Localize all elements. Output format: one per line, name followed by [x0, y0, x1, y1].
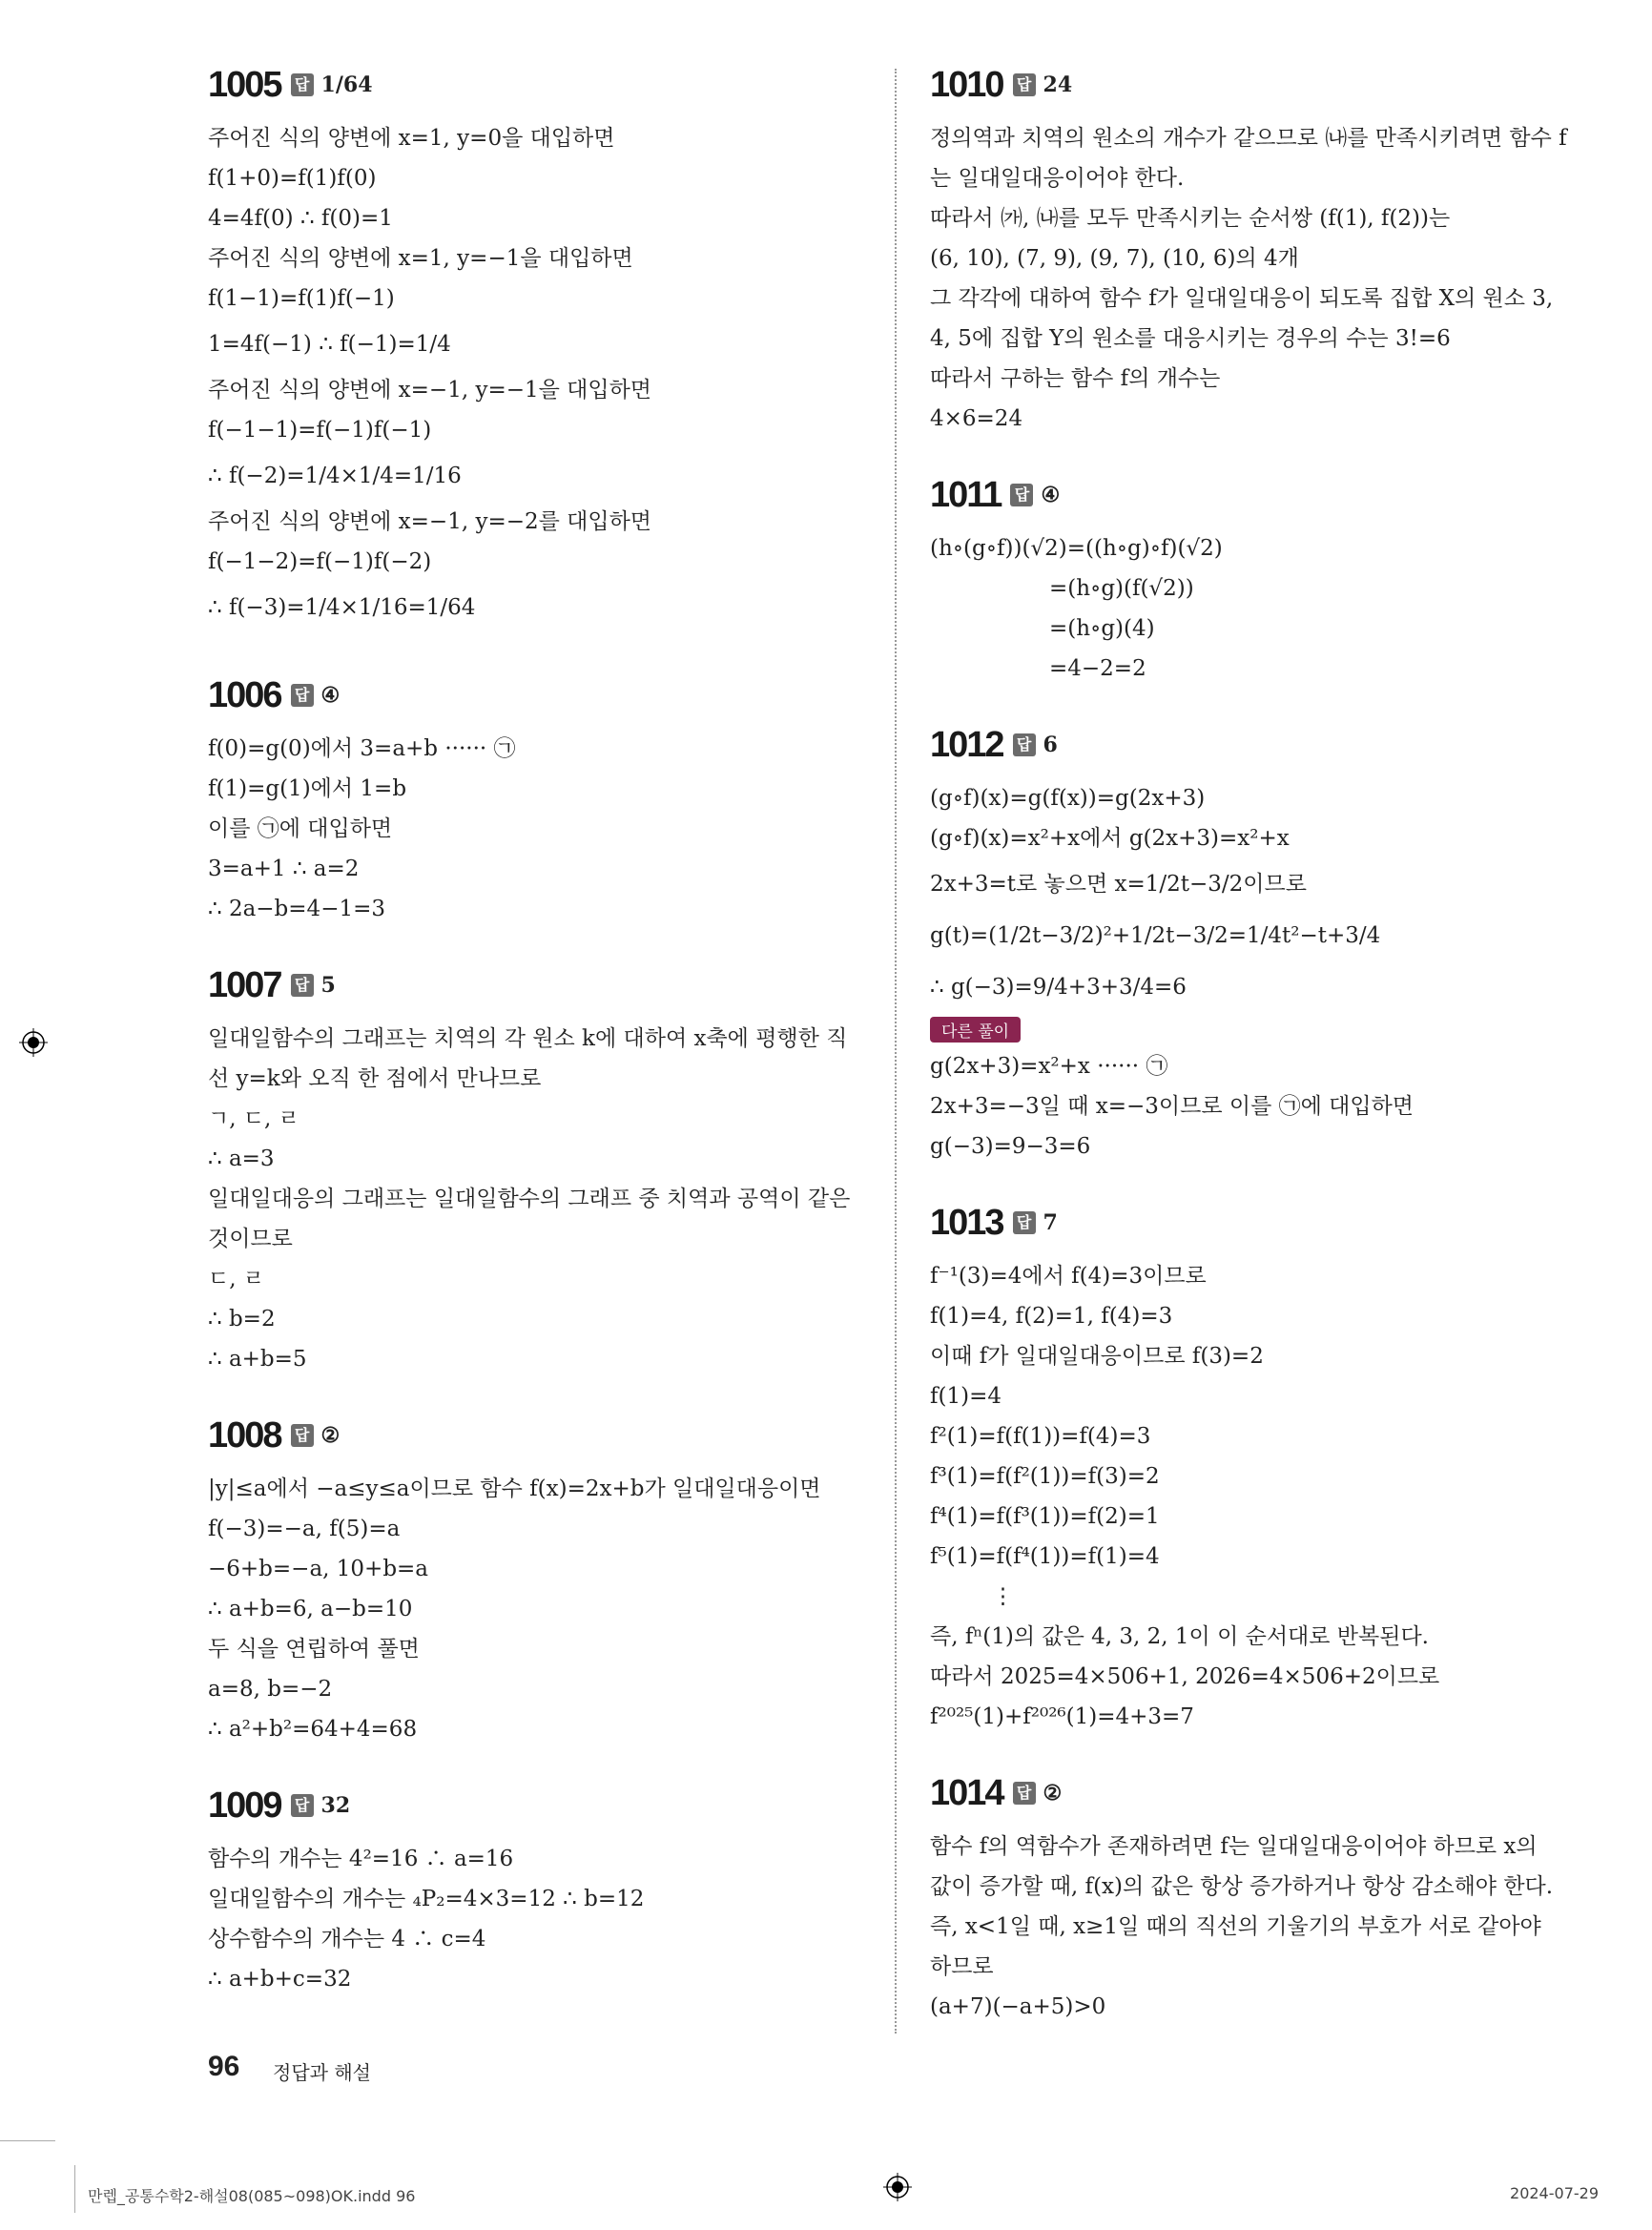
- solution-line: |y|≤a에서 −a≤y≤a이므로 함수 f(x)=2x+b가 일대일대응이면: [208, 1476, 821, 1501]
- right-column: [930, 57, 1598, 2027]
- answer-badge: 답: [291, 974, 314, 997]
- print-date: 2024-07-29: [1510, 2184, 1599, 2202]
- column-divider: [895, 69, 897, 2034]
- registration-mark-icon: [19, 1028, 48, 1057]
- solution-body: [208, 118, 866, 633]
- section-label: 정답과 해설: [273, 2061, 371, 2084]
- answer-value: 7: [1043, 1210, 1058, 1235]
- problem-header: [930, 1195, 1598, 1250]
- left-column: [208, 57, 866, 1999]
- solution-line: f(1)=g(1)에서 1=b: [208, 776, 407, 801]
- solution-line: 2x+3=−3일 때 x=−3이므로 이를 ㉠에 대입하면: [930, 1094, 1415, 1119]
- answer-value: ②: [320, 1423, 341, 1448]
- problem-number: 1013: [930, 1202, 1003, 1243]
- solution-line: f(−1−1)=f(−1)f(−1): [208, 418, 432, 443]
- problem-header: [930, 1765, 1598, 1821]
- solution-line: f²(1)=f(f(1))=f(4)=3: [930, 1424, 1151, 1449]
- problem-header: [208, 668, 866, 723]
- solution-line: 주어진 식의 양변에 x=−1, y=−2를 대입하면: [208, 509, 652, 534]
- problem-1007: [208, 958, 866, 1379]
- crop-mark: [74, 2165, 75, 2213]
- solution-line: 는 일대일대응이어야 한다.: [930, 166, 1185, 191]
- answer-badge: 답: [291, 684, 314, 707]
- solution-line: 것이므로: [208, 1227, 293, 1251]
- solution-line: 이때 f가 일대일대응이므로 f(3)=2: [930, 1344, 1264, 1369]
- answer-badge: 답: [291, 73, 314, 96]
- problem-1013: [930, 1195, 1598, 1737]
- problem-number: 1012: [930, 724, 1003, 765]
- solution-line: 상수함수의 개수는 4 ∴ c=4: [208, 1927, 486, 1951]
- solution-line: 그 각각에 대하여 함수 f가 일대일대응이 되도록 집합 X의 원소 3,: [930, 286, 1554, 311]
- solution-line: ⋮: [992, 1584, 1014, 1609]
- problem-1009: [208, 1778, 866, 1999]
- solution-line: f⁻¹(3)=4에서 f(4)=3이므로: [930, 1264, 1207, 1289]
- solution-line: 4×6=24: [930, 406, 1023, 431]
- problem-number: 1006: [208, 674, 281, 715]
- solution-body: [930, 778, 1598, 1167]
- solution-line: 정의역과 치역의 원소의 개수가 같으므로 ㈏를 만족시키려면 함수 f: [930, 126, 1567, 151]
- answer-value: 32: [320, 1793, 351, 1818]
- problem-number: 1005: [208, 64, 281, 105]
- solution-line: 즉, x<1일 때, x≥1일 때의 직선의 기울기의 부호가 서로 같아야: [930, 1914, 1541, 1939]
- solution-line: f(1)=4, f(2)=1, f(4)=3: [930, 1304, 1173, 1329]
- solution-line: f²⁰²⁵(1)+f²⁰²⁶(1)=4+3=7: [930, 1704, 1194, 1729]
- solution-line: 함수의 개수는 4²=16 ∴ a=16: [208, 1847, 514, 1871]
- solution-line: ∴ g(−3)=9/4+3+3/4=6: [930, 975, 1187, 1000]
- solution-line: 4, 5에 집합 Y의 원소를 대응시키는 경우의 수는 3!=6: [930, 326, 1451, 351]
- solution-line: 주어진 식의 양변에 x=−1, y=−1을 대입하면: [208, 378, 652, 403]
- answer-value: ②: [1043, 1781, 1063, 1806]
- solution-body: [930, 1256, 1598, 1737]
- solution-line: f(1−1)=f(1)f(−1): [208, 286, 395, 311]
- solution-line: a=8, b=−2: [208, 1677, 333, 1702]
- solution-line: ∴ a²+b²=64+4=68: [208, 1717, 418, 1742]
- answer-value: 6: [1043, 733, 1058, 757]
- solution-line: (a+7)(−a+5)>0: [930, 1994, 1106, 2019]
- solution-line: 두 식을 연립하여 풀면: [208, 1637, 420, 1662]
- problem-number: 1010: [930, 64, 1003, 105]
- alt-solution-tag: 다른 풀이: [930, 1017, 1021, 1043]
- solution-line: 따라서 ㈎, ㈏를 모두 만족시키는 순서쌍 (f(1), f(2))는: [930, 206, 1451, 231]
- problem-1011: [930, 467, 1598, 689]
- solution-line: 주어진 식의 양변에 x=1, y=−1을 대입하면: [208, 246, 633, 271]
- solution-line: 선 y=k와 오직 한 점에서 만나므로: [208, 1066, 542, 1091]
- solution-line: 이를 ㉠에 대입하면: [208, 816, 393, 841]
- solution-line: f³(1)=f(f²(1))=f(3)=2: [930, 1464, 1160, 1489]
- solution-line: 4=4f(0) ∴ f(0)=1: [208, 206, 393, 231]
- solution-line: ㄷ, ㄹ: [208, 1267, 265, 1291]
- problem-1006: [208, 668, 866, 929]
- solution-line: f(−3)=−a, f(5)=a: [208, 1517, 401, 1541]
- answer-value: 5: [320, 973, 336, 998]
- answer-badge: 답: [1013, 1211, 1036, 1234]
- solution-body: [208, 1839, 866, 1999]
- problem-header: [208, 57, 866, 113]
- solution-line: =4−2=2: [1049, 656, 1146, 681]
- problem-number: 1011: [930, 474, 1002, 515]
- solution-line: f⁴(1)=f(f³(1))=f(2)=1: [930, 1504, 1160, 1529]
- solution-line: 일대일함수의 개수는 ₄P₂=4×3=12 ∴ b=12: [208, 1887, 645, 1911]
- solution-body: [208, 729, 866, 929]
- solution-line: (g∘f)(x)=x²+x에서 g(2x+3)=x²+x: [930, 826, 1290, 851]
- solution-line: (6, 10), (7, 9), (9, 7), (10, 6)의 4개: [930, 246, 1299, 271]
- solution-line: 1=4f(−1) ∴ f(−1)=1/4: [208, 332, 451, 357]
- solution-body: [930, 118, 1598, 439]
- solution-line: ∴ f(−2)=1/4×1/4=1/16: [208, 464, 462, 488]
- problem-header: [930, 467, 1598, 523]
- crop-mark: [0, 2140, 55, 2141]
- solution-line: 함수 f의 역함수가 존재하려면 f는 일대일대응이어야 하므로 x의: [930, 1834, 1538, 1859]
- solution-line: (h∘(g∘f))(√2)=((h∘g)∘f)(√2): [930, 536, 1223, 561]
- solution-body: [208, 1019, 866, 1379]
- file-name: 만렙_공통수학2-해설08(085~098)OK.indd 96: [88, 2187, 416, 2205]
- solution-line: f⁵(1)=f(f⁴(1))=f(1)=4: [930, 1544, 1160, 1569]
- answer-badge: 답: [1013, 733, 1036, 756]
- problem-1010: [930, 57, 1598, 439]
- solution-line: ∴ a+b=5: [208, 1347, 307, 1372]
- answer-value: ④: [1041, 483, 1061, 507]
- solution-line: −6+b=−a, 10+b=a: [208, 1557, 429, 1581]
- problem-number: 1009: [208, 1785, 281, 1826]
- solution-line: 즉, fⁿ(1)의 값은 4, 3, 2, 1이 이 순서대로 반복된다.: [930, 1624, 1429, 1649]
- solution-line: 2x+3=t로 놓으면 x=1/2t−3/2이므로: [930, 872, 1307, 897]
- solution-line: f(1+0)=f(1)f(0): [208, 166, 377, 191]
- solution-line: ∴ a+b=6, a−b=10: [208, 1597, 413, 1621]
- solution-line: f(1)=4: [930, 1384, 1002, 1409]
- solution-line: 값이 증가할 때, f(x)의 값은 항상 증가하거나 항상 감소해야 한다.: [930, 1874, 1554, 1899]
- problem-1012: [930, 717, 1598, 1167]
- answer-value: 1/64: [320, 72, 373, 97]
- solution-line: g(t)=(1/2t−3/2)²+1/2t−3/2=1/4t²−t+3/4: [930, 923, 1381, 948]
- answer-badge: 답: [1013, 73, 1036, 96]
- solution-line: 하므로: [930, 1954, 994, 1979]
- problem-header: [208, 1408, 866, 1463]
- problem-number: 1014: [930, 1772, 1003, 1813]
- problem-header: [208, 1778, 866, 1833]
- problem-1014: [930, 1765, 1598, 2027]
- problem-number: 1007: [208, 964, 281, 1005]
- problem-1008: [208, 1408, 866, 1749]
- answer-value: 24: [1043, 72, 1073, 97]
- registration-mark-icon: [883, 2173, 912, 2201]
- answer-badge: 답: [291, 1794, 314, 1817]
- solution-body: [208, 1469, 866, 1749]
- solution-line: ∴ b=2: [208, 1307, 276, 1332]
- solution-line: (g∘f)(x)=g(f(x))=g(2x+3): [930, 786, 1206, 811]
- solution-line: 일대일대응의 그래프는 일대일함수의 그래프 중 치역과 공역이 같은: [208, 1187, 851, 1211]
- solution-line: ∴ 2a−b=4−1=3: [208, 897, 385, 921]
- solution-line: ∴ a=3: [208, 1146, 275, 1171]
- solution-body: [930, 528, 1598, 689]
- page-number: 96: [208, 2051, 240, 2082]
- solution-line: g(−3)=9−3=6: [930, 1134, 1091, 1159]
- problem-header: [208, 958, 866, 1013]
- solution-line: =(h∘g)(4): [1049, 616, 1155, 641]
- solution-line: 따라서 2025=4×506+1, 2026=4×506+2이므로: [930, 1664, 1440, 1689]
- problem-header: [930, 717, 1598, 773]
- solution-line: f(−1−2)=f(−1)f(−2): [208, 549, 432, 574]
- solution-line: 일대일함수의 그래프는 치역의 각 원소 k에 대하여 x축에 평행한 직: [208, 1026, 848, 1051]
- solution-line: g(2x+3)=x²+x ······ ㉠: [930, 1054, 1168, 1079]
- answer-badge: 답: [1013, 1782, 1036, 1805]
- solution-line: 3=a+1 ∴ a=2: [208, 857, 360, 881]
- solution-line: ∴ f(−3)=1/4×1/16=1/64: [208, 595, 476, 620]
- solution-line: =(h∘g)(f(√2)): [1049, 576, 1194, 601]
- solution-line: ㄱ, ㄷ, ㄹ: [208, 1106, 299, 1131]
- solution-line: ∴ a+b+c=32: [208, 1967, 352, 1992]
- solution-body: [930, 1827, 1598, 2027]
- solution-line: 따라서 구하는 함수 f의 개수는: [930, 366, 1221, 391]
- solution-line: 주어진 식의 양변에 x=1, y=0을 대입하면: [208, 126, 615, 151]
- problem-1005: [208, 57, 866, 633]
- solution-line: f(0)=g(0)에서 3=a+b ······ ㉠: [208, 736, 516, 761]
- answer-badge: 답: [1010, 484, 1033, 506]
- answer-value: ④: [320, 683, 341, 708]
- problem-header: [930, 57, 1598, 113]
- answer-badge: 답: [291, 1424, 314, 1447]
- problem-number: 1008: [208, 1414, 281, 1456]
